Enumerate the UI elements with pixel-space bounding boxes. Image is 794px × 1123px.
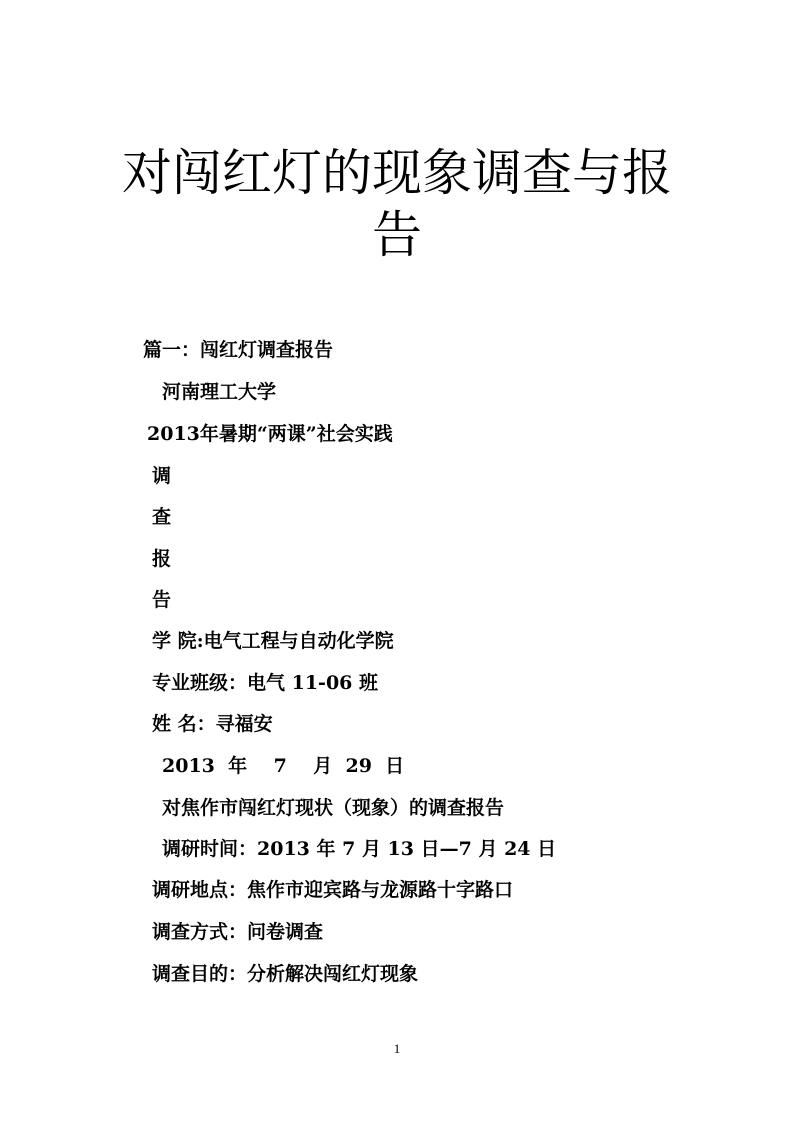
document-title-line-2: 告 — [372, 206, 422, 264]
date-line: 2013 年 7 月 29 日 — [162, 755, 405, 777]
survey-method-line: 调查方式：问卷调查 — [152, 921, 324, 943]
survey-purpose-line: 调查目的：分析解决闯红灯现象 — [152, 963, 419, 985]
section-heading: 篇一：闯红灯调查报告 — [143, 339, 334, 361]
research-time-line: 调研时间：2013 年 7 月 13 日—7 月 24 日 — [162, 838, 557, 860]
college-line: 学 院:电气工程与自动化学院 — [152, 630, 394, 652]
research-location-line: 调研地点：焦作市迎宾路与龙源路十字路口 — [152, 879, 514, 901]
vertical-char-2: 查 — [152, 506, 172, 528]
university-name: 河南理工大学 — [162, 381, 277, 403]
class-line: 专业班级：电气 11-06 班 — [152, 672, 378, 694]
vertical-char-4: 告 — [152, 589, 172, 611]
name-line: 姓 名：寻福安 — [152, 713, 273, 735]
document-title-line-1: 对闯红灯的现象调查与报 — [122, 144, 672, 202]
report-title-line: 对焦作市闯红灯现状（现象）的调查报告 — [162, 797, 505, 819]
practice-title: 2013年暑期“两课”社会实践 — [147, 423, 393, 445]
page-number: 1 — [393, 1041, 401, 1056]
vertical-char-3: 报 — [152, 548, 172, 570]
vertical-char-1: 调 — [152, 465, 172, 487]
